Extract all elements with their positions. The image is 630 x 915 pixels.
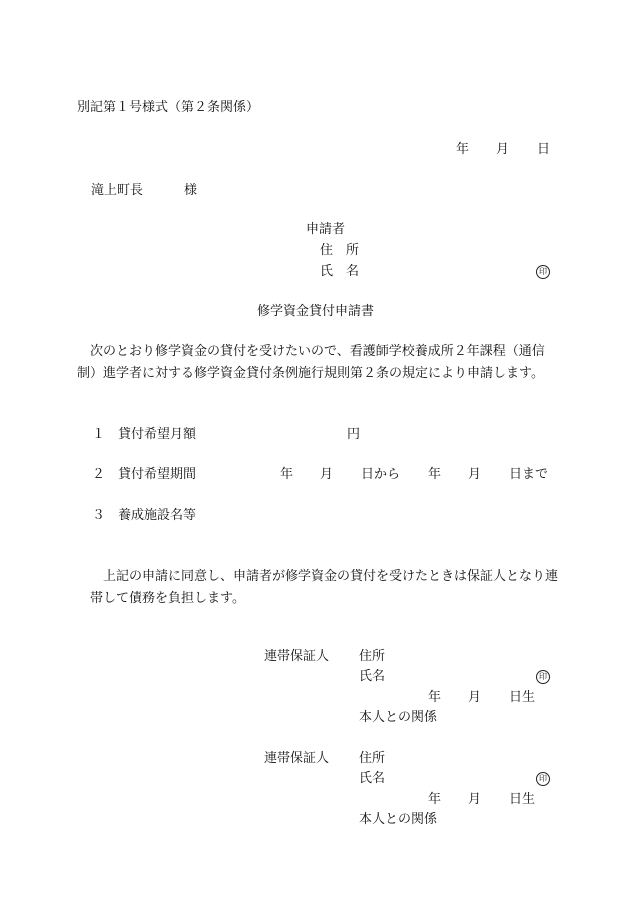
date-day: 日 <box>537 142 551 157</box>
body-text: 次のとおり修学資金の貸付を受けたいので、看護師学校養成所２年課程（通信制）進学者に対する修学資金貸付条例施行規則第２条の規定により申請します。 <box>77 344 545 381</box>
consent-text: 上記の申請に同意し、申請者が修学資金の貸付を受けたときは保証人となり連帯して債務を負担します。 <box>90 569 559 606</box>
date-year: 年 <box>456 142 470 157</box>
applicant-seal-icon: 印 <box>536 265 550 279</box>
item-2-label: 貸付希望期間 <box>118 467 197 482</box>
item-1-number: １ <box>92 427 106 442</box>
addressee-honorific: 様 <box>184 183 198 198</box>
guarantor-label: 連帯保証人 <box>264 751 330 766</box>
date-month: 月 <box>496 142 510 157</box>
guarantor-birth-month: 月 <box>468 792 482 807</box>
item-3-number: ３ <box>92 508 106 523</box>
item-2-year-to: 年 <box>428 467 442 482</box>
guarantor-name-label: 氏名 <box>359 771 386 786</box>
item-2-year-from: 年 <box>280 467 294 482</box>
guarantor-seal-icon: 印 <box>536 670 550 684</box>
guarantor-name-label: 氏名 <box>359 669 386 684</box>
item-2-number: ２ <box>92 467 106 482</box>
guarantor-birth-year: 年 <box>428 792 442 807</box>
applicant-name-label: 氏 名 <box>320 264 360 279</box>
guarantor-birth-year: 年 <box>428 690 442 705</box>
guarantor-birth-day: 日生 <box>509 792 536 807</box>
guarantor-seal-icon: 印 <box>536 772 550 786</box>
document-title: 修学資金貸付申請書 <box>257 304 375 319</box>
item-2-month-to: 月 <box>468 467 482 482</box>
guarantor-address-label: 住所 <box>359 751 386 766</box>
guarantor-relation-label: 本人との関係 <box>359 812 438 827</box>
guarantor-label: 連帯保証人 <box>264 649 330 664</box>
addressee-title: 滝上町長 <box>91 183 144 198</box>
form-header: 別記第１号様式（第２条関係） <box>77 100 260 115</box>
applicant-label: 申請者 <box>306 222 346 237</box>
item-2-month-from: 月 <box>320 467 334 482</box>
guarantor-address-label: 住所 <box>359 649 386 664</box>
applicant-address-label: 住 所 <box>320 243 360 258</box>
item-2-day-to: 日まで <box>509 467 549 482</box>
guarantor-birth-day: 日生 <box>509 690 536 705</box>
item-1-unit: 円 <box>347 427 361 442</box>
item-3-label: 養成施設名等 <box>118 508 197 523</box>
guarantor-relation-label: 本人との関係 <box>359 710 438 725</box>
guarantor-birth-month: 月 <box>468 690 482 705</box>
item-2-day-from: 日から <box>361 467 401 482</box>
item-1-label: 貸付希望月額 <box>118 427 197 442</box>
